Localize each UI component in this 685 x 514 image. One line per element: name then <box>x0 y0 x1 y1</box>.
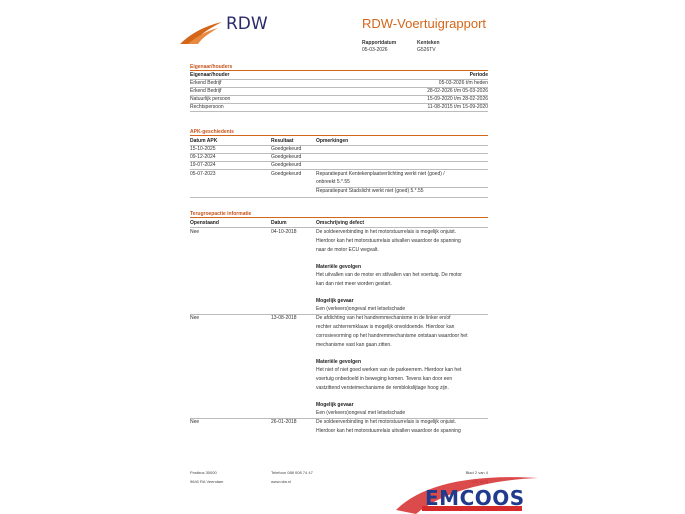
recall-consequences: vastzittend versteimechanisme de remblokslijtage hoog zijn. <box>316 385 449 391</box>
recalls-col-status: Openstaand <box>190 220 219 226</box>
recall-status: Nee <box>190 229 200 235</box>
recall-desc: rechter achterremklauw is mogelijk onvoldoende. Hierdoor kan <box>316 324 455 330</box>
owner-period: 11-08-2015 t/m 15-09-2020 <box>427 104 488 110</box>
recall-desc: Hierdoor kan het motorstuurrelais uitvallen waardoor de spanning <box>316 238 461 244</box>
row-divider <box>190 169 488 170</box>
footer-phone: Telefoon 088 008 74 47 <box>271 470 313 475</box>
recall-danger: Een (verkeers)ongeval met letselschade <box>316 410 406 416</box>
recall-date: 26-01-2018 <box>271 419 297 425</box>
recall-desc: De soldeerverbinding in het motorstuurrelais is mogelijk onjuist. <box>316 229 457 235</box>
recall-consequences: Het uitvallen van de motor en stilvallen van het voertuig. De motor <box>316 272 462 278</box>
plate-label: Kenteken <box>417 40 440 46</box>
apk-result: Goedgekeurd <box>271 162 302 168</box>
recall-status: Nee <box>190 315 200 321</box>
row-divider <box>190 227 488 228</box>
recall-consequences-label: Materiële gevolgen <box>316 264 362 270</box>
footer-city: 9640 RA Veendam <box>190 479 224 484</box>
apk-result: Goedgekeurd <box>271 154 302 160</box>
owners-section-title: Eigenaar/houders <box>190 64 233 70</box>
apk-date: 09-12-2024 <box>190 154 216 160</box>
apk-remark: Reparatiepunt Stadslicht werkt niet (goed) 5.*.55 <box>316 188 424 194</box>
owner-name: Erkend Bedrijf <box>190 88 222 94</box>
report-date-value: 05-03-2026 <box>362 47 388 53</box>
owners-rule <box>190 70 488 71</box>
plate-value: G526TV <box>417 47 436 53</box>
owner-period: 15-09-2020 t/m 28-02-2026 <box>427 96 488 102</box>
recall-desc: corrosievorming op het handremmechanisme ontstaan waardoor het <box>316 333 468 339</box>
owner-period: 28-02-2026 t/m 05-03-2026 <box>427 88 488 94</box>
apk-rule <box>190 135 488 136</box>
owners-col-owner: Eigenaar/houder <box>190 72 230 78</box>
recalls-section-title: Terugroepactie informatie <box>190 211 252 217</box>
recall-danger: Een (verkeers)ongeval met letselschade <box>316 306 406 312</box>
owner-period: 05-03-2026 t/m heden <box>438 80 488 86</box>
apk-col-result: Resultaat <box>271 138 294 144</box>
recall-date: 13-08-2018 <box>271 315 297 321</box>
recalls-col-desc: Omschrijving defect <box>316 220 365 226</box>
owners-col-period: Periode <box>469 72 488 78</box>
recall-consequences: Het niet of niet goed werken van de parkeerrem. Hierdoor kan het <box>316 367 462 373</box>
recall-desc: De soldeerverbinding in het motorstuurrelais is mogelijk onjuist. <box>316 419 457 425</box>
recall-consequences: voertuig onbedoeld in beweging komen. Tevens kan door een <box>316 376 453 382</box>
apk-date: 05-07-2023 <box>190 171 216 177</box>
row-divider <box>190 111 488 112</box>
recall-status: Nee <box>190 419 200 425</box>
recall-consequences: kan dan niet meer worden gestart. <box>316 281 392 287</box>
emcoos-watermark: EMCOOS <box>425 486 525 510</box>
apk-date: 15-10-2025 <box>190 146 216 152</box>
recall-consequences-label: Materiële gevolgen <box>316 359 362 365</box>
apk-result: Goedgekeurd <box>271 146 302 152</box>
owner-name: Natuurlijk persoon <box>190 96 231 102</box>
row-divider <box>190 197 488 198</box>
row-divider <box>190 161 488 162</box>
owner-name: Erkend Bedrijf <box>190 80 222 86</box>
apk-date: 19-07-2024 <box>190 162 216 168</box>
apk-result: Goedgekeurd <box>271 171 302 177</box>
recall-date: 04-10-2018 <box>271 229 297 235</box>
recall-danger-label: Mogelijk gevaar <box>316 402 354 408</box>
recall-desc: mechanisme vast kan gaan zitten. <box>316 342 392 348</box>
apk-section-title: APK-geschiedenis <box>190 129 234 135</box>
recall-desc: Hierdoor kan het motorstuurrelais uitvallen waardoor de spanning <box>316 428 461 434</box>
recall-desc: De afdichting van het handremmechanisme in de linker en/of <box>316 315 451 321</box>
recalls-rule <box>190 217 488 218</box>
recall-danger-label: Mogelijk gevaar <box>316 298 354 304</box>
apk-remark: onbreekt 5.*.55 <box>316 179 350 185</box>
row-divider <box>190 145 488 146</box>
apk-col-remarks: Opmerkingen <box>316 138 349 144</box>
report-date-label: Rapportdatum <box>362 40 397 46</box>
footer-po-box: Postbus 30000 <box>190 470 217 475</box>
footer-web[interactable]: www.rdw.nl <box>271 479 292 484</box>
brand-name: RDW <box>226 14 268 34</box>
rdw-logo-swoosh-icon <box>178 20 224 46</box>
apk-remark: Reparatiepunt Kentekenplaatverlichting werkt niet (goed) / <box>316 171 445 177</box>
footer-page: Blad 2 van 4 <box>465 470 488 475</box>
recalls-col-date: Datum <box>271 220 287 226</box>
owner-name: Rechtspersoon <box>190 104 224 110</box>
page-title: RDW-Voertuigrapport <box>362 16 487 31</box>
row-divider <box>190 153 488 154</box>
apk-col-date: Datum APK <box>190 138 218 144</box>
recall-desc: naar de motor ECU wegvalt. <box>316 247 379 253</box>
